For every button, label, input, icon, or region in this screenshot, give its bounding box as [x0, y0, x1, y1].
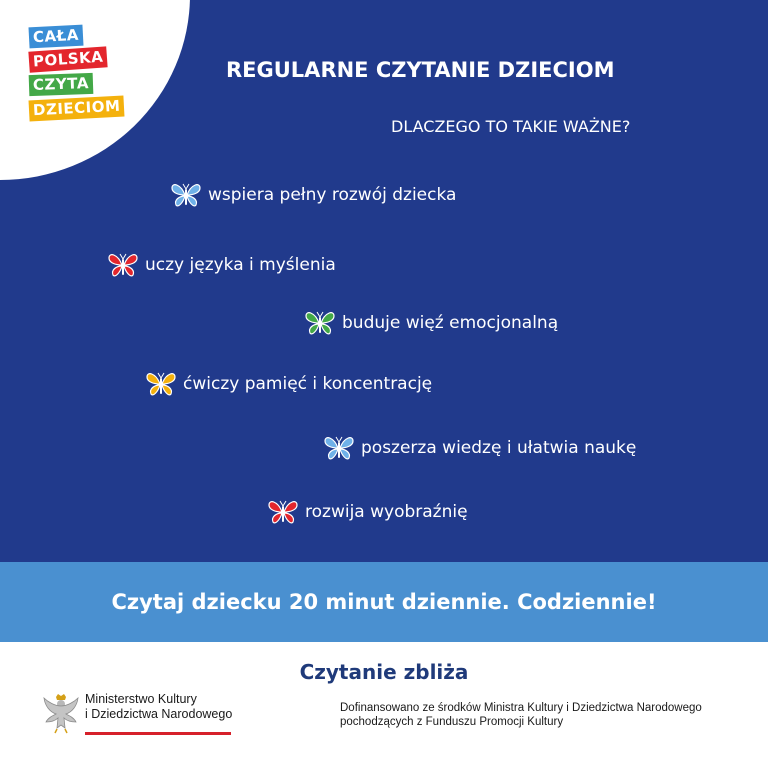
- eagle-emblem-icon: [42, 692, 80, 734]
- benefit-item: [304, 309, 558, 337]
- page-subtitle: DLACZEGO TO TAKIE WAŻNE?: [391, 117, 631, 136]
- benefit-item: [170, 181, 456, 209]
- logo-word-czyta: CZYTA: [29, 73, 94, 96]
- benefit-item: [145, 370, 432, 398]
- butterfly-icon: [323, 434, 355, 462]
- slogan-text: Czytaj dziecku 20 minut dziennie. Codziennie!: [111, 590, 657, 614]
- ministry-name-line-2: i Dziedzictwa Narodowego: [85, 707, 233, 721]
- butterfly-icon: [304, 309, 336, 337]
- logo-word-cala: CAŁA: [28, 25, 83, 49]
- benefit-item: [267, 498, 468, 526]
- benefit-text: rozwija wyobraźnię: [305, 502, 468, 522]
- funding-note: [340, 701, 702, 729]
- campaign-logo: [29, 26, 139, 126]
- butterfly-icon: [145, 370, 177, 398]
- benefit-item: [107, 251, 336, 279]
- funding-note-line-1: Dofinansowano ze środków Ministra Kultury i Dziedzictwa Narodowego: [340, 702, 702, 714]
- benefit-text: uczy języka i myślenia: [145, 255, 336, 275]
- page-title: REGULARNE CZYTANIE DZIECIOM: [226, 58, 615, 82]
- slogan-banner: [0, 562, 768, 642]
- benefit-text: buduje więź emocjonalną: [342, 313, 559, 333]
- funding-note-line-2: pochodzących z Funduszu Promocji Kultury: [340, 716, 564, 728]
- logo-word-dzieciom: DZIECIOM: [29, 96, 125, 122]
- ministry-name-line-1: Ministerstwo Kultury: [85, 692, 197, 706]
- logo-word-polska: POLSKA: [28, 46, 108, 72]
- benefit-item: [323, 434, 636, 462]
- benefit-text: poszerza wiedzę i ułatwia naukę: [361, 438, 637, 458]
- benefit-text: wspiera pełny rozwój dziecka: [208, 185, 457, 205]
- butterfly-icon: [107, 251, 139, 279]
- butterfly-icon: [267, 498, 299, 526]
- benefit-text: ćwiczy pamięć i koncentrację: [183, 374, 433, 394]
- ministry-red-underline: [85, 732, 231, 735]
- butterfly-icon: [170, 181, 202, 209]
- ministry-logo: [42, 692, 232, 734]
- ministry-name: [85, 692, 232, 722]
- footer-title: Czytanie zbliża: [299, 660, 469, 684]
